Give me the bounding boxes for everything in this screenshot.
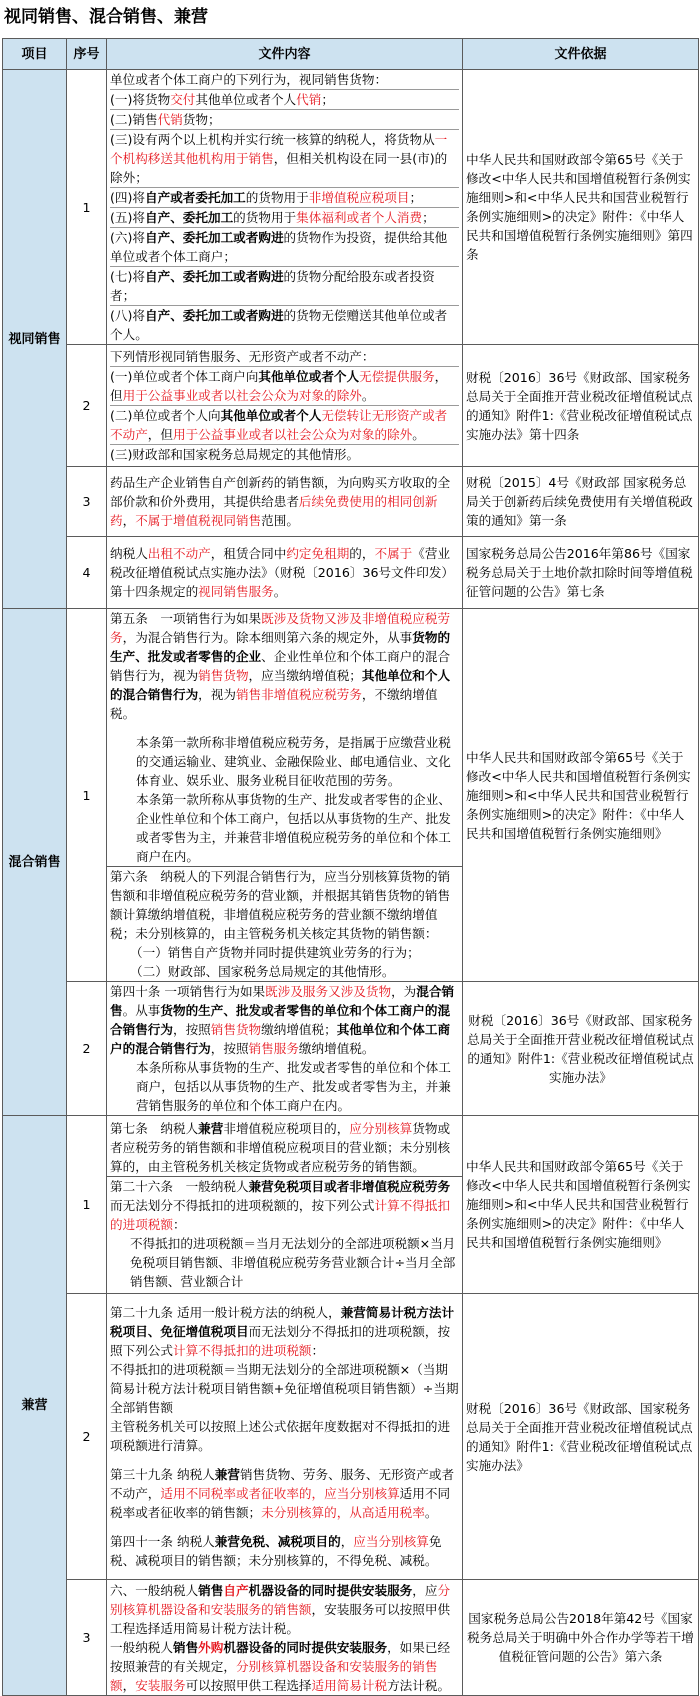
content-paragraph [110,609,459,723]
text-segment: 一个机构移送其他机构用于销售 [110,132,448,166]
text-segment: 不属于增值税视同销售 [135,513,262,528]
content-line [110,306,459,344]
content-cell [107,345,463,467]
header-seq: 序号 [67,39,107,70]
content-block [107,609,462,867]
text-segment: ； [422,210,435,225]
text-segment: 纳税人 [110,546,148,561]
text-segment: 方法计税。 [387,1677,451,1693]
content-paragraph: 不得抵扣的进项税额＝当期无法划分的全部进项税额×（当期简易计税方法计税项目销售额+免征增值税项目销售额）÷当期全部销售额 [110,1362,459,1415]
text-segment: 第五条 一项销售行为如果 [110,611,262,626]
text-segment: ， [122,513,136,528]
content-paragraph [110,982,459,1058]
content-line [110,188,459,208]
basis-cell: 国家税务总局公告2016年第86号《国家税务总局关于土地价款扣除时间等增值税征管问题的公告》第七条 [463,537,699,609]
text-segment: 。 [412,427,425,442]
text-segment: 适用不同税率或者征收率的，应当分别核算 [160,1486,400,1501]
text-segment: ，如果已经按照兼营的有关规定， [110,1639,451,1674]
content-line [110,406,459,445]
text-segment: 机器设备的同时提供安装服务 [223,1639,388,1655]
header-content: 文件内容 [107,39,463,70]
category-concurrent: 兼营 [3,1116,67,1696]
content-line [110,267,459,306]
content-line: 下列情形视同销售服务、无形资产或者不动产： [110,347,459,367]
text-segment: ，为 [391,984,417,999]
text-segment: 非增值税应税项目的， [223,1120,350,1136]
basis-cell: 财税〔2016〕36号《财政部、国家税务总局关于全面推开营业税改征增值税试点的通知》附件1:《营业税改征增值税试点实施办法》 [463,982,699,1116]
content-cell [107,70,463,345]
page-title: 视同销售、混合销售、兼营 [4,7,208,27]
table-header-row [3,39,699,70]
text-segment: 而无法划分不得抵扣的进项税额，按照下列公式 [110,1324,451,1358]
text-segment: (八)将 [110,308,146,323]
text-segment: 《营业税改征增值税试点实施办法》（财税〔2016〕36号文件印发）第十四条规定的 [110,546,455,599]
text-segment: 后续免费使用的相同创新药 [110,494,438,528]
content-cell [107,1294,463,1580]
table-row [3,1294,699,1580]
content-block [107,1119,462,1177]
content-block [107,867,462,981]
text-segment: 自产、委托加工 [145,210,234,225]
table-row [3,609,699,982]
text-segment: 视同销售服务 [198,584,274,599]
basis-cell: 中华人民共和国财政部令第65号《关于修改<中华人民共和国增值税暂行条例实施细则>和<中华人民共和国营业税暂行条例实施细则>的决定》附件：《中华人民共和国增值税暂行条例实施细则》 [463,1116,699,1294]
text-segment: 销售货物 [198,668,249,683]
text-segment: ，不缴纳增值税。 [110,687,438,721]
text-segment: ，安装服务可以按照甲供工程选择适用简易计税方法计税。 [110,1601,451,1636]
text-segment: 应分别核算 [349,1120,413,1136]
text-segment: ，按照 [172,1022,211,1037]
content-paragraph: 本条第一款所称非增值税应税劳务，是指属于应缴营业税的交通运输业、建筑业、金融保险业、邮电通信业、文化体育业、娱乐业、服务业税目征收范围的劳务。 [136,735,451,788]
text-segment: 其他单位或者个人 [195,92,297,107]
text-segment: 。 [273,584,287,599]
text-segment: 一般纳税人 [110,1639,173,1655]
text-segment: (一)单位或者个体工商户向 [110,369,259,384]
text-segment: 缴纳增值税； [261,1022,337,1037]
content-paragraph [110,1119,459,1176]
content-line [110,445,459,464]
text-segment: 的， [349,546,375,561]
text-segment: ，但 [110,369,448,403]
content-paragraph: （一）销售自产货物并同时提供建筑业劳务的行为； [130,945,420,960]
header-item: 项目 [3,39,67,70]
text-segment: 分别核算机器设备和安装服务的销售额 [110,1582,451,1617]
row-number: 2 [67,1294,107,1580]
text-segment: 六、一般纳税人 [110,1582,199,1598]
text-segment: ，为混合销售行为。除本细则第六条的规定外，从事 [122,630,413,645]
text-segment: 第四十一条 纳税人 [110,1534,215,1549]
text-segment: 外购 [198,1639,224,1655]
text-segment: 应当分别核算 [353,1534,429,1549]
text-segment: 其他单位或者个人 [220,408,322,423]
text-segment: 自产 [223,1582,249,1598]
table-row [3,467,699,537]
row-number: 2 [67,982,107,1116]
text-segment: 既涉及服务又涉及货物 [265,984,392,999]
text-segment: 不属于 [374,546,413,561]
table-row [3,345,699,467]
text-segment: 货物的生产、批发或者零售的单位和个体工商户的混合销售行为 [110,1003,451,1037]
text-segment: ，视为 [198,687,236,702]
text-segment: 用于公益事业或者以社会公众为对象的除外 [122,388,362,403]
content-paragraph [110,1465,459,1522]
basis-cell: 财税〔2015〕4号《财政部 国家税务总局关于创新药后续免费使用有关增值税政策的通知》第一条 [463,467,699,537]
text-segment: 出租不动产 [147,546,211,561]
text-segment: 销售货物、劳务、服务、无形资产或者不动产， [110,1467,455,1501]
text-segment: 用于公益事业或者以社会公众为对象的除外 [172,427,413,442]
document-table [2,38,699,1696]
row-number: 3 [67,1580,107,1696]
text-segment: (一)将货物 [110,92,171,107]
text-segment: 既涉及货物又涉及非增值税应税劳务 [110,611,451,645]
text-segment: (五)将 [110,210,146,225]
content-line: 单位或者个体工商户的下列行为，视同销售货物： [110,70,459,90]
content-cell [107,537,463,609]
text-segment: 的货物用于 [233,210,297,225]
basis-cell: 中华人民共和国财政部令第65号《关于修改<中华人民共和国增值税暂行条例实施细则>和<中华人民共和国营业税暂行条例实施细则>的决定》附件：《中华人民共和国增值税暂行条例实施细则》第四条 [463,70,699,345]
text-segment: 其他单位和个体工商户的混合销售行为 [110,1022,451,1056]
text-segment: 混合销售 [110,984,455,1018]
content-line [110,90,459,110]
text-segment: 无偿转让无形资产或者不动产 [110,408,448,442]
row-number: 3 [67,467,107,537]
text-segment: 的货物用于 [245,190,309,205]
text-segment: 适用简易计税 [311,1677,388,1693]
row-number: 2 [67,345,107,467]
text-segment: 计算不得抵扣的进项税额 [172,1343,312,1358]
text-segment: ： [172,1216,186,1232]
text-segment: 而无法划分不得抵扣的进项税额的，按下列公式 [110,1197,375,1213]
text-segment: 计算不得抵扣的进项税额 [110,1197,451,1232]
text-segment: (六)将 [110,230,146,245]
text-segment: 兼营 [198,1120,224,1136]
text-segment: 。 [361,388,375,403]
table-row [3,982,699,1116]
text-segment: 范围。 [261,513,299,528]
content-line [110,228,459,267]
content-paragraph [110,1303,459,1360]
text-segment: ， [122,1677,136,1693]
text-segment: ； [409,190,423,205]
content-cell [107,609,463,982]
text-segment: 。 [424,1505,438,1520]
text-segment: 的货物无偿赠送其他单位或者个人。 [110,308,448,342]
text-segment: 交付 [170,92,196,107]
text-segment: ，应当缴纳增值税； [248,668,362,683]
text-segment: 。从事 [122,1003,161,1018]
content-paragraph [110,1581,459,1638]
text-segment: 销售非增值税应税劳务 [235,687,362,702]
content-cell [107,982,463,1116]
text-segment: (三)财政部和国家税务总局规定的其他情形。 [110,447,360,462]
text-segment: 兼营 [214,1467,240,1482]
content-paragraph: 不得抵扣的进项税额＝当月无法划分的全部进项税额×当月免税项目销售额、非增值税应税劳务营业额合计÷当月全部销售额、营业额合计 [130,1235,456,1289]
row-number: 1 [67,1116,107,1294]
text-segment: 的货物作为投资，提供给其他单位或者个体工商户； [110,230,448,264]
text-segment: 销售货物 [210,1022,262,1037]
text-segment: ，但相关机构设在同一县(市)的除外； [110,151,448,185]
text-segment: 第二十九条 适用一般计税方法的纳税人， [110,1305,341,1320]
text-segment: 药品生产企业销售自产创新药的销售额，为向购买方收取的全部价款和价外费用，其提供给患者 [110,475,451,509]
text-segment: 分别核算机器设备和安装服务的销售额 [110,1658,438,1693]
text-segment: (三)设有两个以上机构并实行统一核算的纳税人，将货物从 [110,132,435,147]
content-paragraph: 第六条 纳税人的下列混合销售行为，应当分别核算货物的销售额和非增值税应税劳务的营业额，并根据其销售货物的销售额计算缴纳增值税，非增值税应税劳务的营业额不缴纳增值税；未分别核算的，由主管税务机关核定其货物的销售额： [110,869,451,941]
text-segment: 第七条 纳税人 [110,1120,199,1136]
text-segment: 自产或者委托加工 [145,190,246,205]
text-segment: ，按照 [210,1041,249,1056]
category-deemed-sale: 视同销售 [3,70,67,609]
text-segment: 的货物分配给股东或者投资者； [110,269,435,303]
text-segment: ： [311,1343,325,1358]
text-segment: 自产、委托加工或者购进 [145,308,284,323]
content-cell [107,1580,463,1696]
text-segment: 货物或者应税劳务的销售额和非增值税应税项目的营业额；未分别核算的，由主管税务机关核定货物或者应税劳务的销售额。 [110,1120,451,1174]
text-segment: 其他单位或者个人 [258,369,360,384]
text-segment: (二)销售 [110,112,158,127]
text-segment: 代销 [296,92,322,107]
content-paragraph [110,1177,459,1234]
text-segment: 销售服务 [248,1041,299,1056]
text-segment: ； [321,92,334,107]
content-paragraph: 主管税务机关可以按照上述公式依据年度数据对不得抵扣的进项税额进行清算。 [110,1419,451,1453]
content-cell [107,1116,463,1294]
text-segment: 免税、减税项目的销售额；未分别核算的，不得免税、减税。 [110,1534,442,1568]
basis-cell: 中华人民共和国财政部令第65号《关于修改<中华人民共和国增值税暂行条例实施细则>和<中华人民共和国营业税暂行条例实施细则>的决定》附件：《中华人民共和国增值税暂行条例实施细则》 [463,609,699,982]
content-paragraph [110,1638,459,1695]
text-segment: 无偿提供服务 [359,369,435,384]
content-block [107,1177,462,1291]
content-paragraph [110,1532,459,1570]
text-segment: 货物的生产、批发或者零售的企业 [110,630,451,664]
text-segment: 货物； [182,112,221,127]
row-number: 1 [67,70,107,345]
table-row [3,70,699,345]
row-number: 4 [67,537,107,609]
text-segment: ， [340,1534,354,1549]
basis-cell: 国家税务总局公告2018年第42号《国家税务总局关于明确中外合作办学等若干增值税征管问题的公告》第六条 [463,1580,699,1696]
text-segment: ，但 [147,427,173,442]
text-segment: (七)将 [110,269,146,284]
text-segment: 销售 [172,1639,199,1655]
text-segment: (二)单位或者个人向 [110,408,221,423]
text-segment: 可以按照甲供工程选择 [185,1677,312,1693]
text-segment: (四)将 [110,190,146,205]
text-segment: 自产、委托加工或者购进 [145,269,284,284]
text-segment: 未分别核算的，从高适用税率 [261,1505,425,1520]
text-segment: 缴纳增值税。 [298,1041,375,1056]
text-segment: 第四十条 一项销售行为如果 [110,984,266,999]
text-segment: 、企业性单位和个体工商户的混合销售行为，视为 [110,649,451,683]
text-segment: 自产、委托加工或者购进 [145,230,284,245]
basis-cell: 财税〔2016〕36号《财政部、国家税务总局关于全面推开营业税改征增值税试点的通知》附件1:《营业税改征增值税试点实施办法》 [463,1294,699,1580]
header-basis: 文件依据 [463,39,699,70]
content-line [110,208,459,228]
text-segment: 机器设备的同时提供安装服务 [248,1582,413,1598]
text-segment: 约定免租期 [286,546,350,561]
text-segment: 安装服务 [135,1677,186,1693]
content-line [110,367,459,406]
content-line [110,110,459,130]
content-paragraph: 本条所称从事货物的生产、批发或者零售的单位和个体工商户，包括以从事货物的生产、批发或者零售为主，并兼营销售服务的单位和个体工商户在内。 [136,1060,451,1113]
text-segment: 集体福利或者个人消费 [296,210,423,225]
text-segment: 代销 [157,112,183,127]
basis-cell: 财税〔2016〕36号《财政部、国家税务总局关于全面推开营业税改征增值税试点的通知》附件1:《营业税改征增值税试点实施办法》第十四条 [463,345,699,467]
table-row [3,1580,699,1696]
text-segment: ，应 [412,1582,438,1598]
text-segment: ，租赁合同中 [210,546,287,561]
text-segment: 兼营免税项目或者非增值税应税劳务 [248,1178,451,1194]
content-paragraph: （二）财政部、国家税务总局规定的其他情形。 [130,964,395,979]
text-segment: 第三十九条 纳税人 [110,1467,215,1482]
text-segment: 销售 [198,1582,224,1598]
content-line [110,130,459,188]
text-segment: 其他单位和个人的混合销售行为 [110,668,451,702]
row-number: 1 [67,609,107,982]
text-segment: 第二十六条 一般纳税人 [110,1178,249,1194]
content-cell [107,467,463,537]
category-mixed-sale: 混合销售 [3,609,67,1116]
table-row [3,1116,699,1294]
text-segment: 兼营免税、减税项目的 [214,1534,341,1549]
table-row [3,537,699,609]
text-segment: 兼营简易计税方法计税项目、免征增值税项目 [110,1305,455,1339]
content-paragraph: 本条第一款所称从事货物的生产、批发或者零售的企业、企业性单位和个体工商户，包括以从事货物的生产、批发或者零售为主，并兼营非增值税应税劳务的单位和个体工商户在内。 [136,792,451,864]
text-segment: 适用不同税率或者征收率的销售额； [110,1486,451,1520]
text-segment: 非增值税应税项目 [308,190,410,205]
